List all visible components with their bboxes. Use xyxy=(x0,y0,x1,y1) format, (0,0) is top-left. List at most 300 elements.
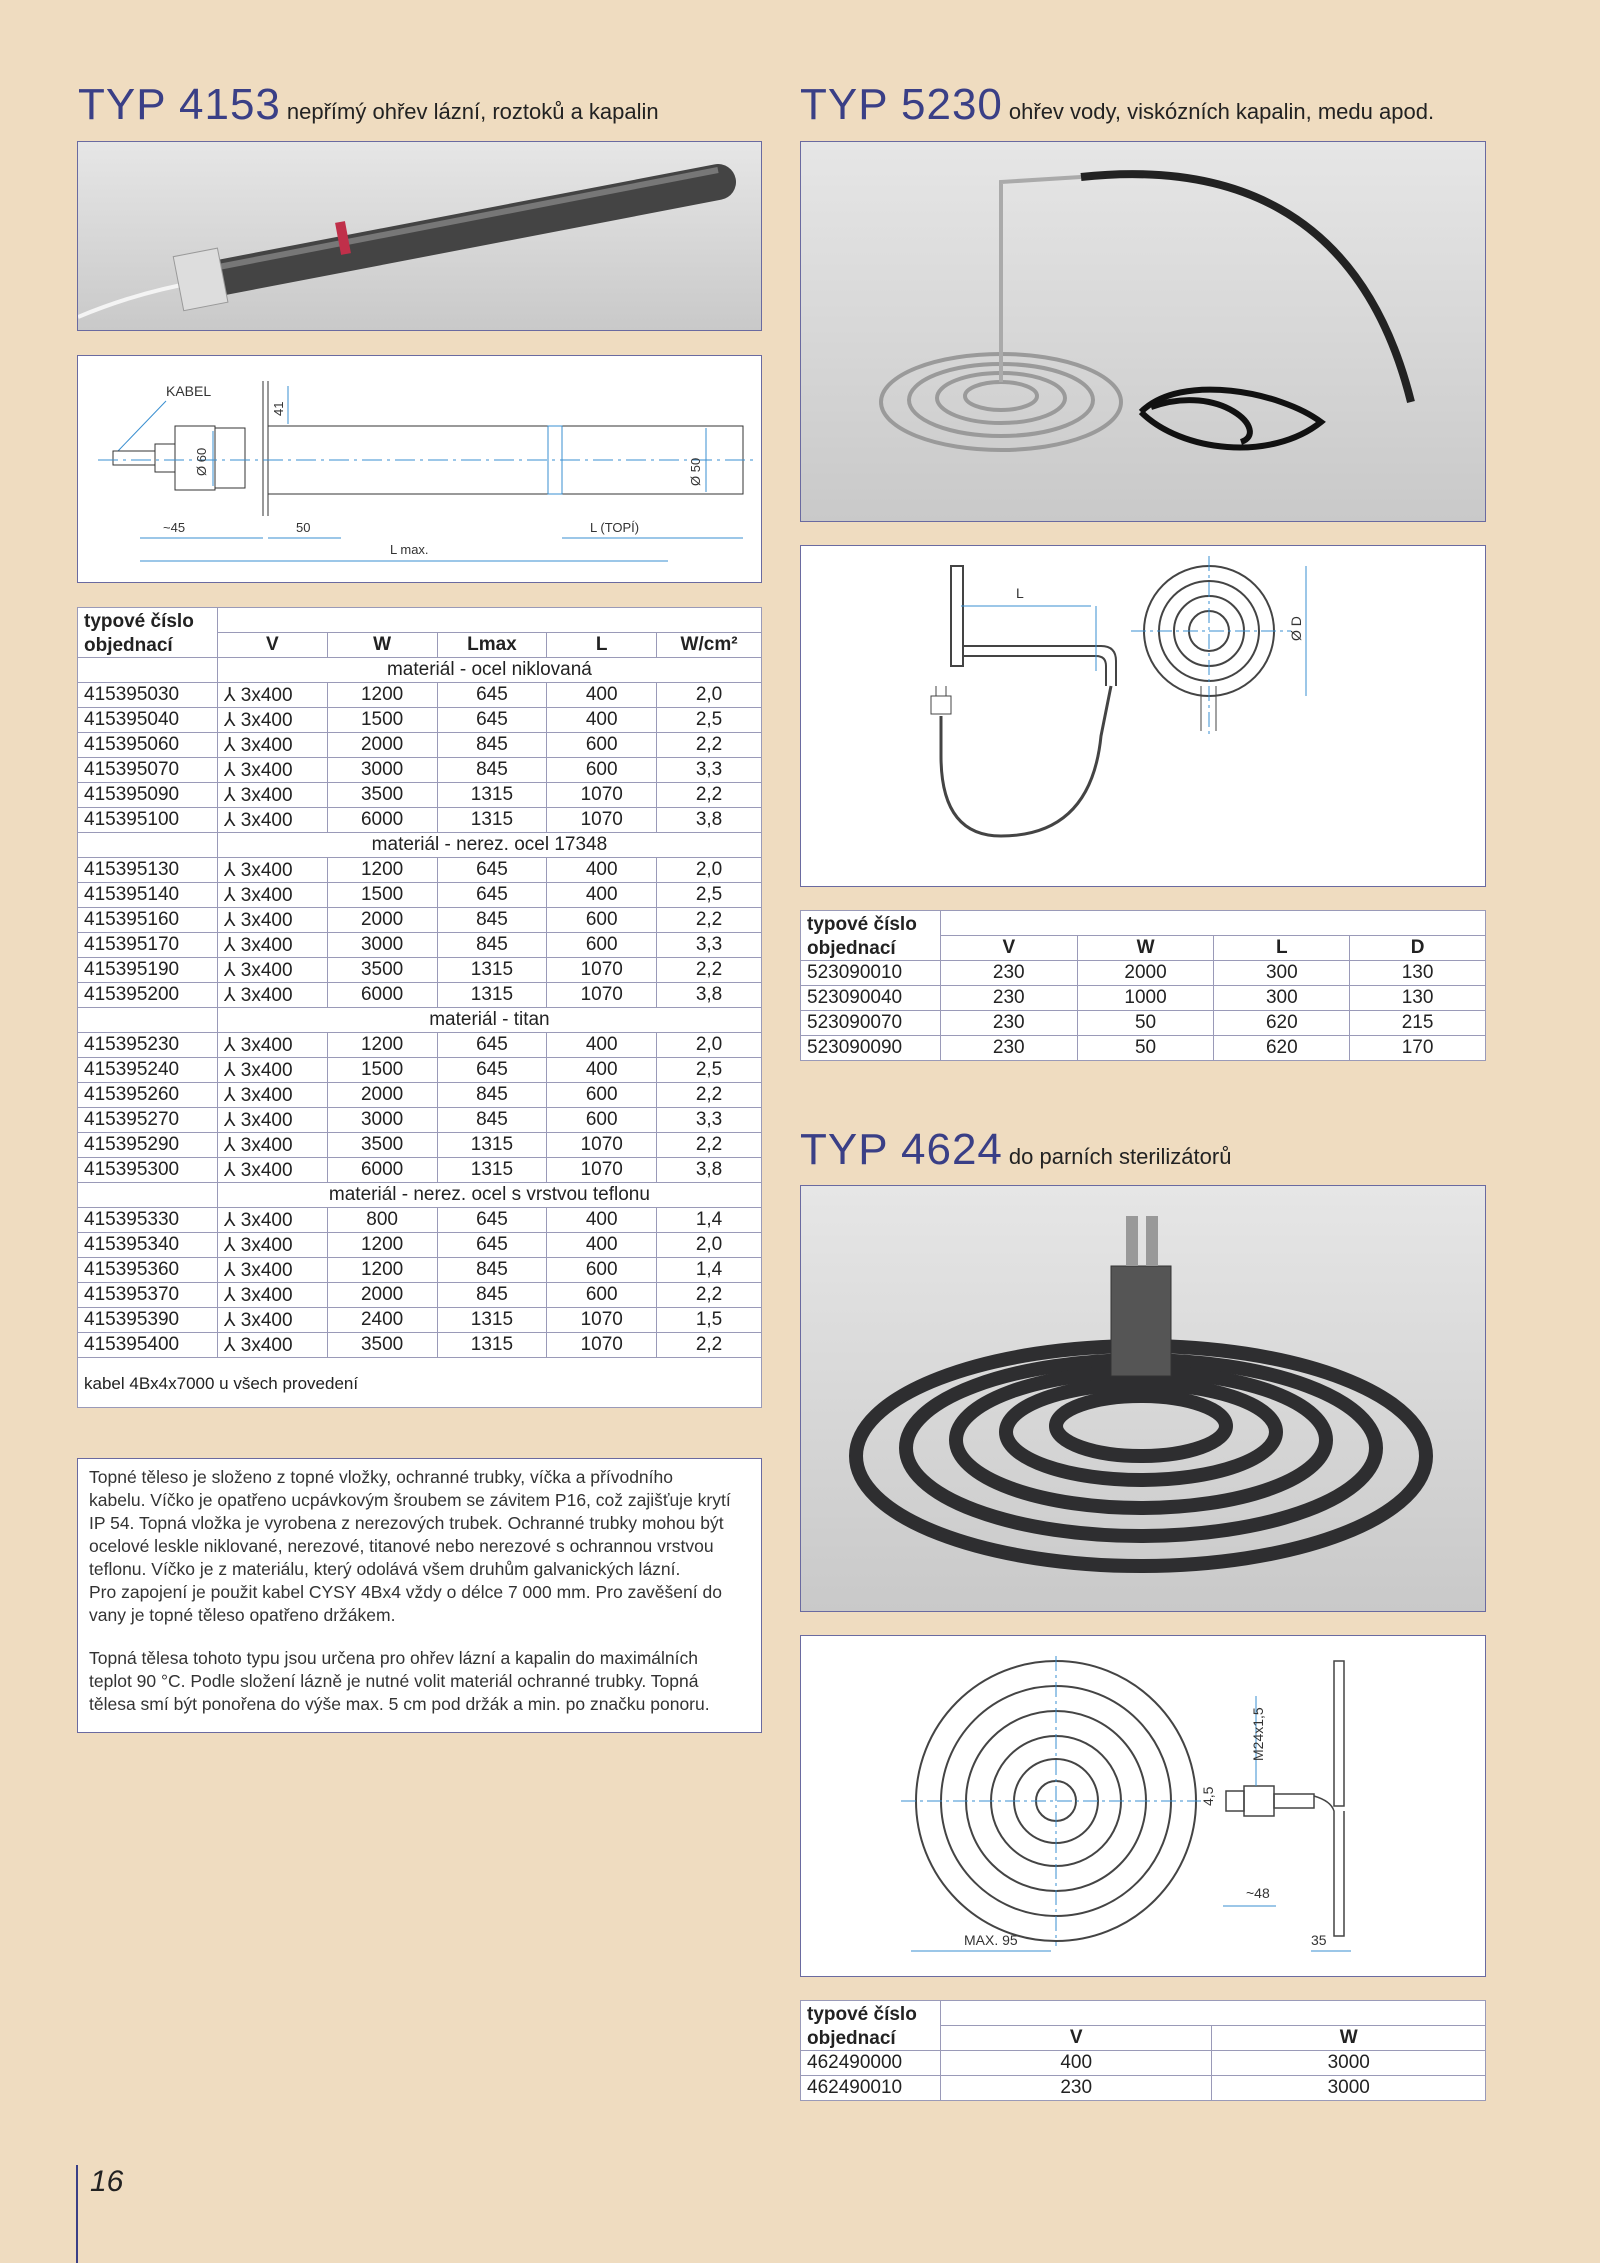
table-header-row xyxy=(801,936,1486,961)
table-cell: 400 xyxy=(547,1033,657,1058)
order-code: 415395060 xyxy=(78,733,218,758)
table-cell: 300 xyxy=(1214,986,1350,1011)
table-cell: 230 xyxy=(940,1036,1077,1061)
three-phase-icon: ⅄ xyxy=(223,1159,241,1181)
table-cell: 3000 xyxy=(327,758,437,783)
voltage-value: 3x400 xyxy=(240,884,293,906)
voltage-cell xyxy=(217,883,327,908)
order-code: 415395100 xyxy=(78,808,218,833)
table-cell: 400 xyxy=(547,858,657,883)
table-cell: 3,8 xyxy=(657,808,762,833)
voltage-value: 3x400 xyxy=(240,759,293,781)
technical-drawing-5230 xyxy=(801,546,1484,885)
voltage-cell xyxy=(217,958,327,983)
table-footer-note: kabel 4Bx4x7000 u všech provedení xyxy=(78,1374,762,1408)
table-cell: 400 xyxy=(547,883,657,908)
table-header-row xyxy=(801,2026,1486,2051)
voltage-value: 3x400 xyxy=(240,859,293,881)
order-code: 415395400 xyxy=(78,1333,218,1358)
table-cell: 1315 xyxy=(437,783,547,808)
table-cell: 2,2 xyxy=(657,1333,762,1358)
table-cell: 645 xyxy=(437,1058,547,1083)
table-cell: 6000 xyxy=(327,983,437,1008)
table-cell: 600 xyxy=(547,908,657,933)
coil-heater-illustration xyxy=(801,1186,1484,1610)
table-cell: 1200 xyxy=(327,683,437,708)
table-cell: 400 xyxy=(547,708,657,733)
header-col: D xyxy=(1350,936,1486,961)
page-number: 16 xyxy=(90,2165,124,2198)
type-description: ohřev vody, viskózních kapalin, medu apod. xyxy=(1008,99,1435,124)
type-description: do parních sterilizátorů xyxy=(1008,1144,1232,1169)
material-label: materiál - ocel niklovaná xyxy=(217,658,761,683)
order-code: 523090090 xyxy=(801,1036,941,1061)
table-row xyxy=(78,1308,762,1333)
table-cell: 230 xyxy=(940,2076,1212,2101)
table-row xyxy=(78,858,762,883)
table-row xyxy=(78,758,762,783)
table-cell: 1070 xyxy=(547,783,657,808)
table-cell: 230 xyxy=(940,961,1077,986)
material-label: materiál - titan xyxy=(217,1008,761,1033)
order-code: 415395270 xyxy=(78,1108,218,1133)
table-cell: 1070 xyxy=(547,1308,657,1333)
order-code: 415395340 xyxy=(78,1233,218,1258)
material-group-row xyxy=(78,1183,762,1208)
description-line: tělesa smí být ponořena do výše max. 5 cm pod držák a min. po značku ponoru. xyxy=(89,1694,710,1714)
voltage-value: 3x400 xyxy=(240,984,293,1006)
order-code: 415395090 xyxy=(78,783,218,808)
type-title: TYP 4153 xyxy=(78,80,281,129)
table-cell: 1315 xyxy=(437,1158,547,1183)
voltage-value: 3x400 xyxy=(240,709,293,731)
label-dim-m24: M24x1,5 xyxy=(1250,1707,1266,1761)
table-cell: 600 xyxy=(547,1108,657,1133)
table-cell: 6000 xyxy=(327,1158,437,1183)
table-cell: 3500 xyxy=(327,783,437,808)
table-cell: 2,2 xyxy=(657,1283,762,1308)
table-header-row xyxy=(801,2001,1486,2026)
table-row xyxy=(801,1036,1486,1061)
table-cell: 1315 xyxy=(437,1133,547,1158)
table-cell: 3500 xyxy=(327,1133,437,1158)
order-code: 415395360 xyxy=(78,1258,218,1283)
drawing-spiral-heater xyxy=(800,545,1486,887)
table-cell: 1,4 xyxy=(657,1258,762,1283)
header-col: W xyxy=(1077,936,1214,961)
table-cell: 2,0 xyxy=(657,1033,762,1058)
description-line: vany je topné těleso opatřeno držákem. xyxy=(89,1605,396,1625)
three-phase-icon: ⅄ xyxy=(223,1309,241,1331)
voltage-cell xyxy=(217,1233,327,1258)
table-cell: 2000 xyxy=(1077,961,1214,986)
voltage-value: 3x400 xyxy=(240,1209,293,1231)
table-cell: 1200 xyxy=(327,858,437,883)
header-order-code: objednací xyxy=(801,936,941,961)
header-type-number: typové číslo xyxy=(801,2001,941,2026)
label-dim-50: 50 xyxy=(296,520,311,535)
order-code: 415395140 xyxy=(78,883,218,908)
table-row xyxy=(78,733,762,758)
table-cell: 645 xyxy=(437,708,547,733)
table-cell: 2000 xyxy=(327,1083,437,1108)
voltage-value: 3x400 xyxy=(240,734,293,756)
order-code: 415395030 xyxy=(78,683,218,708)
drawing-coil-heater xyxy=(800,1635,1486,1977)
voltage-value: 3x400 xyxy=(240,1134,293,1156)
description-box-4153 xyxy=(77,1458,762,1733)
table-cell: 1500 xyxy=(327,1058,437,1083)
voltage-value: 3x400 xyxy=(240,934,293,956)
three-phase-icon: ⅄ xyxy=(223,1034,241,1056)
table-cell: 3,3 xyxy=(657,758,762,783)
table-cell: 1315 xyxy=(437,983,547,1008)
voltage-cell xyxy=(217,733,327,758)
table-row xyxy=(78,983,762,1008)
label-dim-35: 35 xyxy=(1311,1932,1327,1948)
voltage-value: 3x400 xyxy=(240,1159,293,1181)
label-dim-60: Ø 60 xyxy=(194,447,209,476)
table-cell: 645 xyxy=(437,883,547,908)
table-cell: 600 xyxy=(547,933,657,958)
voltage-cell xyxy=(217,1083,327,1108)
table-cell: 3000 xyxy=(1212,2076,1486,2101)
order-code: 415395230 xyxy=(78,1033,218,1058)
table-cell: 170 xyxy=(1350,1036,1486,1061)
table-cell: 1315 xyxy=(437,1333,547,1358)
table-cell: 2,5 xyxy=(657,883,762,908)
label-dim-45: ~45 xyxy=(163,520,186,535)
table-cell: 1315 xyxy=(437,958,547,983)
table-cell: 2,2 xyxy=(657,958,762,983)
label-dim-4-5: 4,5 xyxy=(1200,1786,1216,1806)
description-line: Topná tělesa tohoto typu jsou určena pro ohřev lázní a kapalin do maximálních xyxy=(89,1648,698,1668)
voltage-cell xyxy=(217,908,327,933)
table-cell: 645 xyxy=(437,1033,547,1058)
material-group-row xyxy=(78,1008,762,1033)
table-cell: 400 xyxy=(547,1233,657,1258)
heater-rod-illustration xyxy=(78,142,760,329)
order-code: 415395130 xyxy=(78,858,218,883)
table-cell: 645 xyxy=(437,1233,547,1258)
voltage-cell xyxy=(217,983,327,1008)
table-cell: 130 xyxy=(1350,961,1486,986)
table-cell: 1,5 xyxy=(657,1308,762,1333)
order-code: 523090070 xyxy=(801,1011,941,1036)
description-line: Pro zapojení je použit kabel CYSY 4Bx4 vždy o délce 7 000 mm. Pro zavěšení do xyxy=(89,1582,722,1602)
table-cell: 400 xyxy=(547,683,657,708)
table-cell: 130 xyxy=(1350,986,1486,1011)
table-cell: 3,3 xyxy=(657,933,762,958)
header-order-code: objednací xyxy=(801,2026,941,2051)
spec-table-4624 xyxy=(800,2000,1486,2101)
table-row xyxy=(78,1283,762,1308)
table-cell: 600 xyxy=(547,1083,657,1108)
order-code: 415395300 xyxy=(78,1158,218,1183)
voltage-value: 3x400 xyxy=(240,809,293,831)
table-header-row xyxy=(78,633,762,658)
voltage-value: 3x400 xyxy=(240,1284,293,1306)
table-row xyxy=(78,1033,762,1058)
voltage-cell xyxy=(217,1333,327,1358)
order-code: 415395070 xyxy=(78,758,218,783)
table-cell: 3,8 xyxy=(657,983,762,1008)
table-row xyxy=(78,933,762,958)
order-code: 415395260 xyxy=(78,1083,218,1108)
table-cell: 1070 xyxy=(547,1333,657,1358)
table-cell: 600 xyxy=(547,1258,657,1283)
table-cell: 3,3 xyxy=(657,1108,762,1133)
table-cell: 2,0 xyxy=(657,858,762,883)
header-col: L xyxy=(1214,936,1350,961)
three-phase-icon: ⅄ xyxy=(223,1059,241,1081)
label-kabel: KABEL xyxy=(166,383,212,399)
table-cell: 845 xyxy=(437,758,547,783)
material-label: materiál - nerez. ocel 17348 xyxy=(217,833,761,858)
table-row xyxy=(78,1233,762,1258)
table-row xyxy=(78,908,762,933)
three-phase-icon: ⅄ xyxy=(223,734,241,756)
description-line: ocelové leskle niklované, nerezové, titanové nebo nerezové s ochrannou vrstvou xyxy=(89,1536,714,1556)
table-cell: 1315 xyxy=(437,808,547,833)
table-cell: 3500 xyxy=(327,1333,437,1358)
photo-heater-rod xyxy=(77,141,762,331)
voltage-value: 3x400 xyxy=(240,684,293,706)
heading-typ-4624 xyxy=(800,1125,1231,1175)
table-row xyxy=(78,1058,762,1083)
voltage-value: 3x400 xyxy=(240,1109,293,1131)
order-code: 462490000 xyxy=(801,2051,941,2076)
header-col: Lmax xyxy=(437,633,547,658)
three-phase-icon: ⅄ xyxy=(223,1259,241,1281)
table-row xyxy=(78,783,762,808)
type-description: nepřímý ohřev lázní, roztoků a kapalin xyxy=(286,99,659,124)
description-paragraph-2 xyxy=(89,1647,710,1716)
table-cell: 3000 xyxy=(327,1108,437,1133)
header-col: V xyxy=(940,936,1077,961)
order-code: 415395240 xyxy=(78,1058,218,1083)
header-col: W/cm² xyxy=(657,633,762,658)
table-row xyxy=(78,958,762,983)
voltage-cell xyxy=(217,683,327,708)
table-row xyxy=(78,1333,762,1358)
heading-typ-4153 xyxy=(78,80,659,130)
table-cell: 300 xyxy=(1214,961,1350,986)
voltage-cell xyxy=(217,1108,327,1133)
header-order-code: objednací xyxy=(78,633,218,658)
voltage-cell xyxy=(217,1158,327,1183)
table-cell: 2,2 xyxy=(657,1083,762,1108)
three-phase-icon: ⅄ xyxy=(223,1209,241,1231)
table-cell: 2400 xyxy=(327,1308,437,1333)
order-code: 415395370 xyxy=(78,1283,218,1308)
type-title: TYP 5230 xyxy=(800,80,1003,129)
table-cell: 2,2 xyxy=(657,783,762,808)
table-cell: 230 xyxy=(940,986,1077,1011)
table-cell: 600 xyxy=(547,1283,657,1308)
table-cell: 2000 xyxy=(327,908,437,933)
drawing-heater-rod xyxy=(77,355,762,583)
type-title: TYP 4624 xyxy=(800,1125,1003,1174)
table-cell: 3000 xyxy=(327,933,437,958)
three-phase-icon: ⅄ xyxy=(223,959,241,981)
voltage-cell xyxy=(217,1208,327,1233)
table-cell: 2,2 xyxy=(657,733,762,758)
table-cell: 2000 xyxy=(327,1283,437,1308)
three-phase-icon: ⅄ xyxy=(223,1334,241,1356)
voltage-cell xyxy=(217,1283,327,1308)
order-code: 415395330 xyxy=(78,1208,218,1233)
voltage-cell xyxy=(217,1258,327,1283)
page-number-rule xyxy=(76,2165,78,2263)
voltage-cell xyxy=(217,1308,327,1333)
table-cell: 645 xyxy=(437,683,547,708)
description-line: teplot 90 °C. Podle složení lázně je nutné volit materiál ochranné trubky. Topná xyxy=(89,1671,699,1691)
label-dim-41: 41 xyxy=(271,401,286,416)
table-cell: 1200 xyxy=(327,1233,437,1258)
table-cell: 1500 xyxy=(327,708,437,733)
table-footer-row xyxy=(78,1374,762,1408)
table-cell: 2,0 xyxy=(657,1233,762,1258)
heading-typ-5230 xyxy=(800,80,1434,130)
three-phase-icon: ⅄ xyxy=(223,859,241,881)
voltage-value: 3x400 xyxy=(240,959,293,981)
voltage-value: 3x400 xyxy=(240,1234,293,1256)
order-code: 415395040 xyxy=(78,708,218,733)
table-row xyxy=(801,2076,1486,2101)
table-cell: 845 xyxy=(437,933,547,958)
order-code: 415395160 xyxy=(78,908,218,933)
table-cell: 2,5 xyxy=(657,1058,762,1083)
table-cell: 400 xyxy=(547,1208,657,1233)
photo-spiral-heater xyxy=(800,141,1486,522)
order-code: 523090010 xyxy=(801,961,941,986)
table-cell: 3000 xyxy=(1212,2051,1486,2076)
three-phase-icon: ⅄ xyxy=(223,909,241,931)
table-cell: 3,8 xyxy=(657,1158,762,1183)
three-phase-icon: ⅄ xyxy=(223,1134,241,1156)
material-group-row xyxy=(78,658,762,683)
header-col: V xyxy=(217,633,327,658)
table-cell: 845 xyxy=(437,1108,547,1133)
order-code: 415395290 xyxy=(78,1133,218,1158)
table-row xyxy=(801,2051,1486,2076)
table-header-row xyxy=(78,608,762,633)
table-cell: 1070 xyxy=(547,1158,657,1183)
header-type-number: typové číslo xyxy=(78,608,218,633)
label-dim-max95: MAX. 95 xyxy=(964,1932,1018,1948)
voltage-cell xyxy=(217,808,327,833)
table-row xyxy=(801,961,1486,986)
header-col: V xyxy=(940,2026,1212,2051)
spec-table-5230 xyxy=(800,910,1486,1061)
photo-coil-heater xyxy=(800,1185,1486,1612)
table-cell: 620 xyxy=(1214,1011,1350,1036)
order-code: 523090040 xyxy=(801,986,941,1011)
voltage-cell xyxy=(217,933,327,958)
technical-drawing-4624 xyxy=(801,1636,1484,1975)
table-cell: 1070 xyxy=(547,983,657,1008)
description-line: Topné těleso je složeno z topné vložky, ochranné trubky, víčka a přívodního xyxy=(89,1467,673,1487)
technical-drawing-4153 xyxy=(78,356,760,581)
table-cell: 845 xyxy=(437,908,547,933)
table-cell: 1200 xyxy=(327,1258,437,1283)
description-line: kabelu. Víčko je opatřeno ucpávkovým šroubem se závitem P16, což zajišťuje krytí xyxy=(89,1490,731,1510)
voltage-cell xyxy=(217,758,327,783)
voltage-cell xyxy=(217,1133,327,1158)
voltage-value: 3x400 xyxy=(240,1034,293,1056)
table-row xyxy=(78,1158,762,1183)
description-paragraph-1 xyxy=(89,1466,731,1627)
table-cell: 1315 xyxy=(437,1308,547,1333)
table-cell: 1500 xyxy=(327,883,437,908)
voltage-cell xyxy=(217,1033,327,1058)
label-dim-l-topi: L (TOPÍ) xyxy=(590,520,640,535)
three-phase-icon: ⅄ xyxy=(223,709,241,731)
table-row xyxy=(78,683,762,708)
table-cell: 845 xyxy=(437,733,547,758)
table-cell: 800 xyxy=(327,1208,437,1233)
material-group-row xyxy=(78,833,762,858)
table-cell: 2,2 xyxy=(657,1133,762,1158)
table-row xyxy=(801,986,1486,1011)
voltage-value: 3x400 xyxy=(240,1309,293,1331)
header-col: W xyxy=(1212,2026,1486,2051)
table-cell: 215 xyxy=(1350,1011,1486,1036)
label-dim-l: L xyxy=(1016,585,1024,601)
table-cell: 600 xyxy=(547,758,657,783)
table-row xyxy=(78,883,762,908)
table-cell: 2,5 xyxy=(657,708,762,733)
table-cell: 400 xyxy=(940,2051,1212,2076)
table-cell: 230 xyxy=(940,1011,1077,1036)
voltage-cell xyxy=(217,858,327,883)
table-cell: 845 xyxy=(437,1083,547,1108)
material-label: materiál - nerez. ocel s vrstvou teflonu xyxy=(217,1183,761,1208)
three-phase-icon: ⅄ xyxy=(223,1109,241,1131)
table-cell: 2,0 xyxy=(657,683,762,708)
table-cell: 845 xyxy=(437,1258,547,1283)
table-row xyxy=(78,1108,762,1133)
order-code: 415395190 xyxy=(78,958,218,983)
table-cell: 1200 xyxy=(327,1033,437,1058)
table-cell: 1070 xyxy=(547,1133,657,1158)
spec-table-4153 xyxy=(77,607,762,1408)
order-code: 415395170 xyxy=(78,933,218,958)
table-cell: 1070 xyxy=(547,958,657,983)
table-cell: 1070 xyxy=(547,808,657,833)
three-phase-icon: ⅄ xyxy=(223,1284,241,1306)
header-col: W xyxy=(327,633,437,658)
table-cell: 1000 xyxy=(1077,986,1214,1011)
spiral-heater-illustration xyxy=(801,142,1484,520)
table-row xyxy=(78,1083,762,1108)
label-dim-50d: Ø 50 xyxy=(688,457,703,486)
three-phase-icon: ⅄ xyxy=(223,784,241,806)
order-code: 415395390 xyxy=(78,1308,218,1333)
table-cell: 600 xyxy=(547,733,657,758)
table-cell: 400 xyxy=(547,1058,657,1083)
label-dim-48: ~48 xyxy=(1246,1885,1270,1901)
table-row xyxy=(78,708,762,733)
table-cell: 845 xyxy=(437,1283,547,1308)
table-cell: 3500 xyxy=(327,958,437,983)
three-phase-icon: ⅄ xyxy=(223,984,241,1006)
label-dim-d: Ø D xyxy=(1288,616,1304,641)
description-line: IP 54. Topná vložka je vyrobena z nerezových trubek. Ochranné trubky mohou být xyxy=(89,1513,724,1533)
label-dim-lmax: L max. xyxy=(390,542,429,557)
table-cell: 620 xyxy=(1214,1036,1350,1061)
